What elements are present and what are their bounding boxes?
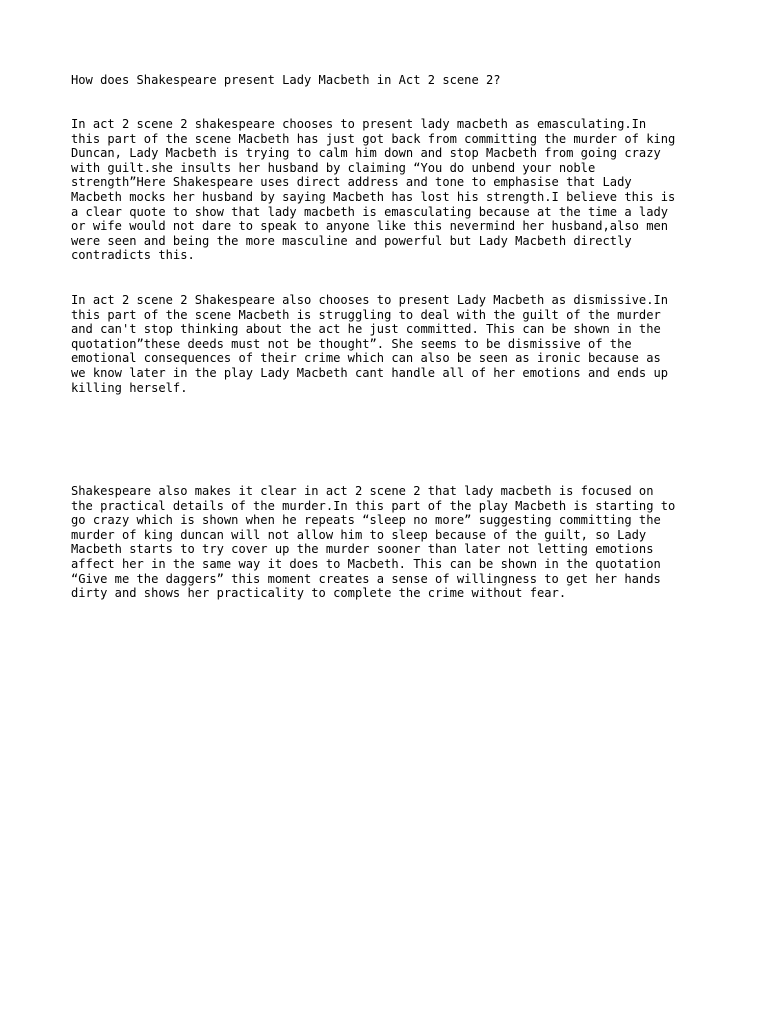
essay-question: How does Shakespeare present Lady Macbeth in Act 2 scene 2? <box>71 73 501 87</box>
paragraph-practical: Shakespeare also makes it clear in act 2 scene 2 that lady macbeth is focused on the practical details of the murder.In this part of the play Macbeth is starting to go crazy which is shown when he repeats “sleep no more” suggesting committing the murder of king duncan will not allow him to sleep because of the guilt, so Lady Macbeth starts to try cover up the murder sooner than later not letting emotions affect her in the same way it does to Macbeth. This can be shown in the quotation “Give me the daggers” this moment creates a sense of willingness to get her hands dirty and shows her practicality to complete the crime without fear. <box>71 484 676 601</box>
paragraph-emasculating: In act 2 scene 2 shakespeare chooses to present lady macbeth as emasculating.In this part of the scene Macbeth has just got back from committing the murder of king Duncan, Lady Macbeth is trying to calm him down and stop Macbeth from going crazy with guilt.she insults her husband by claiming “You do unbend your noble strength”Here Shakespeare uses direct address and tone to emphasise that Lady Macbeth mocks her husband by saying Macbeth has lost his strength.I believe this is a clear quote to show that lady macbeth is emasculating because at the time a lady or wife would not dare to speak to anyone like this nevermind her husband,also men were seen and being the more masculine and powerful but Lady Macbeth directly contradicts this. <box>71 117 676 263</box>
paragraph-dismissive: In act 2 scene 2 Shakespeare also chooses to present Lady Macbeth as dismissive.In this part of the scene Macbeth is struggling to deal with the guilt of the murder and can't stop thinking about the act he just committed. This can be shown in the quotation”these deeds must not be thought”. She seems to be dismissive of the emotional consequences of their crime which can also be seen as ironic because as we know later in the play Lady Macbeth cant handle all of her emotions and ends up killing herself. <box>71 293 669 395</box>
